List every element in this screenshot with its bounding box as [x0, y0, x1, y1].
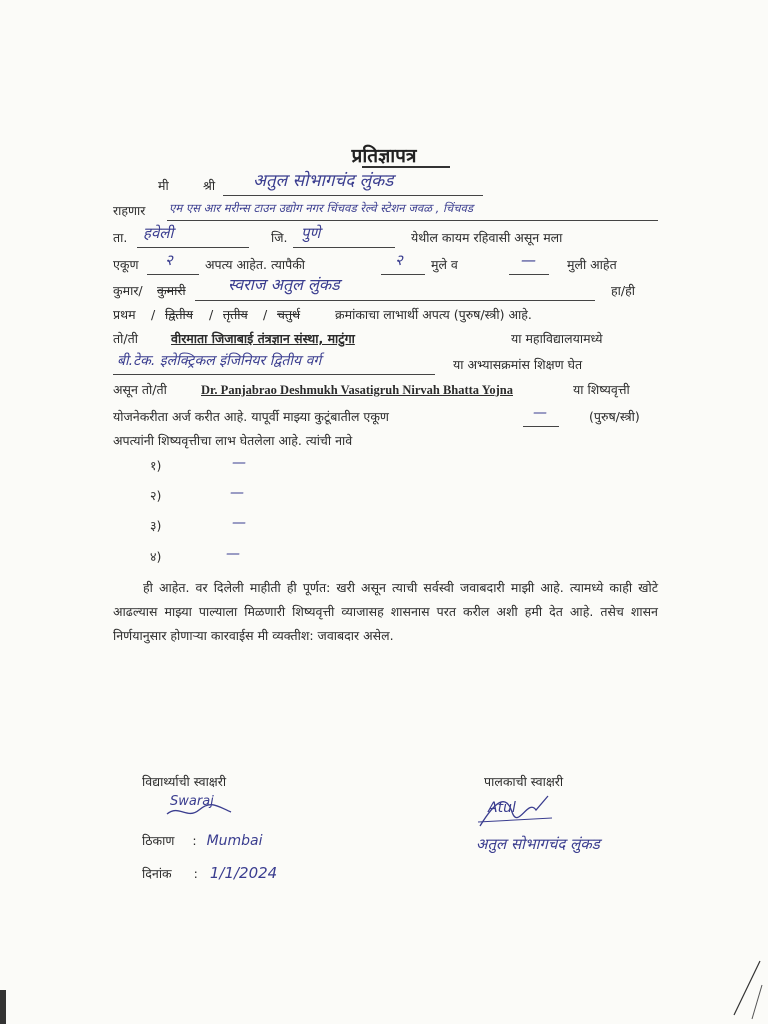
- sons-and-text: मुले व: [431, 257, 458, 272]
- scheme-name: Dr. Panjabrao Deshmukh Vasatigruh Nirvah Bhatta Yojna: [201, 383, 513, 397]
- taluka-underline: [137, 247, 249, 248]
- child-name-value: स्वराज अतुल लुंकड: [228, 275, 340, 294]
- birth-order-line: [113, 304, 658, 326]
- list-value: —: [226, 546, 240, 562]
- parent-signature-stroke: [476, 790, 556, 832]
- list-value: —: [232, 455, 246, 471]
- scheme-prefix: असून तो/ती: [113, 382, 167, 397]
- student-signature-stroke: [165, 800, 235, 822]
- list-number: ३): [150, 518, 162, 533]
- student-signature-label: विद्यार्थ्याची स्वाक्षरी: [142, 774, 227, 789]
- date-value: 1/1/2024: [209, 864, 278, 882]
- list-number: १): [150, 458, 162, 473]
- address-line: [113, 200, 658, 222]
- date-label: दिनांक: [142, 866, 172, 881]
- total-underline: [147, 274, 199, 275]
- names-intro-line: [113, 430, 658, 452]
- previous-benefit-line: [113, 406, 658, 428]
- names-intro-text: अपत्यांनी शिष्यवृत्तीचा लाभ घेतलेला आहे. त्यांची नावे: [113, 433, 353, 448]
- title-underline: [362, 166, 450, 168]
- course-text: या अभ्यासक्रमांस शिक्षण घेत: [453, 357, 583, 372]
- list-item: [150, 455, 246, 474]
- mi-label: मी: [158, 178, 169, 193]
- document-title: प्रतिज्ञापत्र: [351, 145, 417, 167]
- kumar-label: कुमार/: [113, 283, 143, 298]
- children-text: अपत्य आहेत. त्यापैकी: [205, 257, 306, 272]
- place-colon: :: [192, 833, 197, 848]
- declarant-name: अतुल सोभागचंद लुंकड: [253, 171, 394, 191]
- place-value: Mumbai: [206, 833, 263, 849]
- gender-text: (पुरुष/स्त्री): [589, 409, 640, 424]
- previous-count-value: —: [533, 405, 547, 421]
- separator: /: [151, 307, 156, 322]
- permanent-resident-text: येथील कायम रहिवासी असून मला: [411, 230, 563, 245]
- list-item: [150, 546, 240, 565]
- list-number: २): [150, 488, 162, 503]
- list-number: ४): [150, 549, 162, 564]
- child-name-line: [113, 275, 658, 302]
- scholarship-text: या शिष्यवृत्ती: [573, 382, 630, 397]
- taluka-value: हवेली: [143, 224, 174, 242]
- scheme-line: [113, 379, 658, 401]
- student-signature: Swaraj: [170, 794, 214, 809]
- separator: /: [209, 307, 214, 322]
- kumari-label-struck: कुमारी: [157, 283, 186, 298]
- third-option-struck: तृतीय: [223, 307, 248, 322]
- declaration-paragraph: ही आहेत. वर दिलेली माहीती ही पूर्णत: खरी असून त्याची सर्वस्वी जवाबदारी माझी आहे. त्यामध्ये काही खोटे आढल्यास माझ्या पाल्याला मिळणारी शिष्यवृत्ती व्याजासह शासनास परत करील अशी हमी देत आहे. तसेच शासन निर्णयानुसार होणाऱ्या कारवाईस मी व्यक्तीश: जवाबदार असेल.: [113, 580, 658, 643]
- institute-name: वीरमाता जिजाबाई तंत्रज्ञान संस्था, माटुंगा: [171, 331, 355, 346]
- district-underline: [293, 247, 395, 248]
- scan-edge-shadow: [0, 990, 6, 1024]
- district-value: पुणे: [301, 224, 321, 242]
- institute-line: [113, 328, 658, 350]
- place-row: [142, 832, 263, 849]
- parent-name: अतुल सोभागचंद लुंकड: [476, 835, 600, 853]
- date-colon: :: [193, 866, 198, 881]
- list-item: [150, 515, 246, 534]
- list-item: [150, 485, 244, 504]
- course-line: [113, 354, 658, 376]
- sons-underline: [381, 274, 425, 275]
- beneficiary-text: क्रमांकाचा लाभार्थी अपत्य (पुरुष/स्त्री) आहे.: [335, 307, 532, 322]
- ha-hi-label: हा/ही: [611, 283, 635, 298]
- district-label: जि.: [271, 230, 288, 245]
- first-option: प्रथम: [113, 307, 136, 322]
- child-name-underline: [195, 300, 595, 301]
- list-value: —: [232, 515, 246, 531]
- separator: /: [263, 307, 268, 322]
- course-underline: [113, 374, 435, 375]
- scan-edge-mark: [728, 955, 768, 1024]
- sons-value: २: [395, 251, 403, 269]
- application-text: योजनेकरीता अर्ज करीत आहे. यापूर्वी माझ्या कुटूंबातील एकूण: [113, 409, 389, 424]
- date-row: [142, 864, 277, 882]
- daughters-text: मुली आहेत: [567, 257, 617, 272]
- parent-signature-label: पालकाची स्वाक्षरी: [484, 774, 564, 789]
- daughters-underline: [509, 274, 549, 275]
- residence-label: राहणार: [113, 203, 146, 218]
- total-label: एकूण: [113, 257, 139, 272]
- list-value: —: [230, 485, 244, 501]
- daughters-value: —: [521, 251, 536, 269]
- college-text: या महाविद्यालयामध्ये: [511, 331, 603, 346]
- declarant-line: [113, 171, 658, 197]
- name-underline: [223, 195, 483, 196]
- second-option-struck: द्वितीय: [165, 307, 194, 322]
- children-count-line: [113, 251, 658, 276]
- taluka-district-line: [113, 224, 658, 249]
- place-label: ठिकाण: [142, 833, 175, 848]
- to-ti-label: तो/ती: [113, 331, 138, 346]
- count-underline: [523, 426, 559, 427]
- parent-signature: Atul: [488, 800, 516, 816]
- course-value: बी.टेक. इलेक्ट्रिकल इंजिनियर द्वितीय वर्ग: [117, 353, 322, 369]
- taluka-label: ता.: [113, 230, 128, 245]
- address-underline: [167, 220, 658, 221]
- fourth-option-struck: चतुर्थ: [277, 307, 301, 322]
- address-value: एम एस आर मरीन्स टाउन उद्योग नगर चिंचवड रेल्वे स्टेशन जवळ , चिंचवड: [169, 201, 474, 215]
- total-children-value: २: [165, 251, 173, 269]
- shri-label: श्री: [203, 178, 216, 193]
